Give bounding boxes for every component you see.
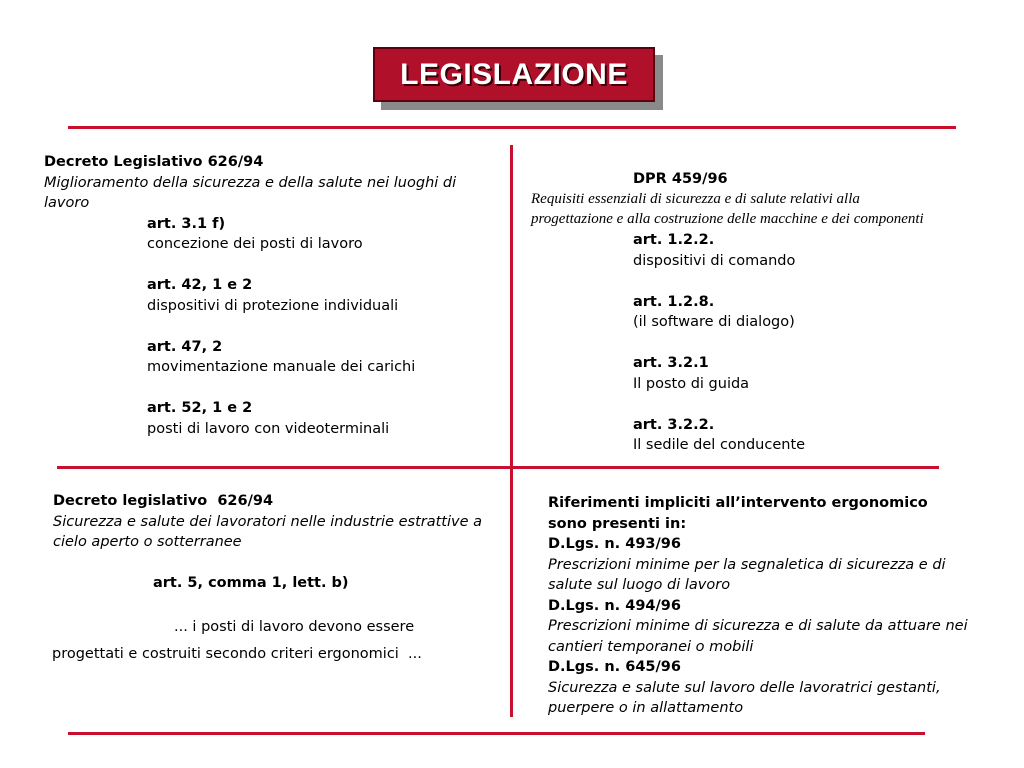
q2-desc-3: Il posto di guida: [633, 375, 750, 392]
q1-heading: Decreto Legislativo 626/94: [44, 154, 264, 170]
q3-article: art. 5, comma 1, lett. b): [153, 575, 349, 591]
bottom-divider: [68, 732, 925, 735]
q1-art-4: art. 52, 1 e 2: [147, 400, 253, 416]
q2-articles: [633, 230, 973, 456]
top-divider: [68, 126, 956, 129]
q1-desc-1: concezione dei posti di lavoro: [147, 236, 363, 252]
q2-subtitle-2: progettazione e alla costruzione delle macchine e dei componenti: [531, 211, 924, 227]
q3-block: [53, 491, 498, 553]
q4-desc-2: Prescrizioni minime di sicurezza e di salute da attuare nei cantieri temporanei o mobili: [548, 618, 968, 655]
q2-desc-1: dispositivi di comando: [633, 252, 796, 269]
q1-art-3: art. 47, 2: [147, 338, 223, 355]
q2-art-1: art. 1.2.2.: [633, 232, 715, 248]
title-box: [373, 47, 655, 102]
q3-quote-2: progettati e costruiti secondo criteri ergonomici ...: [52, 646, 422, 662]
q1-subtitle: Miglioramento della sicurezza e della salute nei luoghi di lavoro: [44, 174, 457, 211]
q3-heading: Decreto legislativo 626/94: [53, 493, 274, 509]
page-title: LEGISLAZIONE: [400, 57, 628, 91]
q4-block: [548, 493, 968, 719]
q1-art-2: art. 42, 1 e 2: [147, 277, 253, 293]
q4-law-1: D.Lgs. n. 493/96: [548, 536, 681, 552]
q3-quote-1: ... i posti di lavoro devono essere: [174, 619, 415, 635]
q4-law-3: D.Lgs. n. 645/96: [548, 659, 681, 675]
q2-art-3: art. 3.2.1: [633, 355, 709, 371]
q4-intro: Riferimenti impliciti all’intervento ergonomico sono presenti in:: [548, 495, 928, 532]
q2-desc-4: Il sedile del conducente: [633, 437, 806, 453]
q4-desc-3: Sicurezza e salute sul lavoro delle lavoratrici gestanti, puerpere o in allattamento: [548, 679, 941, 716]
q2-subtitle-1: Requisiti essenziali di sicurezza e di salute relativi alla: [531, 191, 860, 207]
q1-art-1: art. 3.1 f): [147, 215, 226, 232]
q4-desc-1: Prescrizioni minime per la segnaletica di sicurezza e di salute sul luogo di lavoro: [548, 556, 946, 593]
q2-art-4: art. 3.2.2.: [633, 416, 715, 433]
q1-desc-3: movimentazione manuale dei carichi: [147, 359, 416, 375]
q2-art-2: art. 1.2.8.: [633, 293, 715, 310]
vertical-divider: [510, 145, 513, 717]
q2-desc-2: (il software di dialogo): [633, 314, 795, 330]
q1-desc-4: posti di lavoro con videoterminali: [147, 420, 390, 437]
q3-subtitle: Sicurezza e salute dei lavoratori nelle industrie estrattive a cielo aperto o sotterranee: [53, 513, 483, 550]
q4-law-2: D.Lgs. n. 494/96: [548, 597, 681, 614]
q1-desc-2: dispositivi di protezione individuali: [147, 297, 399, 314]
q1-block: [44, 152, 484, 439]
q2-heading: DPR 459/96: [633, 171, 728, 187]
middle-divider: [57, 466, 939, 469]
